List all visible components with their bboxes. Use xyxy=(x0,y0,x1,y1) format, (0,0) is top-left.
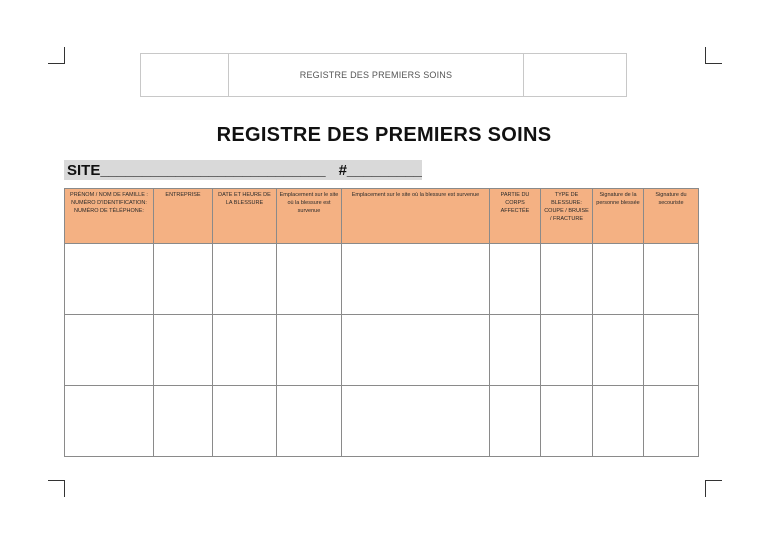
column-header-date-time xyxy=(213,189,277,244)
table-cell[interactable] xyxy=(490,386,541,457)
table-cell[interactable] xyxy=(644,315,699,386)
table-cell[interactable] xyxy=(541,244,593,315)
first-aid-register-table xyxy=(64,188,699,457)
column-header-company xyxy=(154,189,213,244)
page-title: REGISTRE DES PREMIERS SOINS xyxy=(216,124,552,146)
table-cell[interactable] xyxy=(593,244,644,315)
column-header-first-aider-signature xyxy=(644,189,699,244)
table-cell[interactable] xyxy=(65,244,154,315)
column-header-person xyxy=(65,189,154,244)
table-cell[interactable] xyxy=(342,386,490,457)
table-cell[interactable] xyxy=(154,244,213,315)
table-header-row xyxy=(65,189,699,244)
table-cell[interactable] xyxy=(644,386,699,457)
table-row xyxy=(65,315,699,386)
table-cell[interactable] xyxy=(593,386,644,457)
table-cell[interactable] xyxy=(342,244,490,315)
crop-mark-bottom-right xyxy=(705,480,722,497)
column-header-text: Signature de la personne blessée xyxy=(596,192,640,206)
table-cell[interactable] xyxy=(490,244,541,315)
column-header-text: TYPE DE BLESSURE: COUPE / BRUISE / FRACTURE xyxy=(544,192,589,222)
column-header-text: PRÉNOM / NOM DE FAMILLE : NUMÉRO D'IDENTIFICATION: NUMÉRO DE TÉLÉPHONE: xyxy=(70,192,148,214)
column-header-text: Emplacement sur le site où la blessure est survenue xyxy=(279,192,339,214)
table-cell[interactable] xyxy=(541,386,593,457)
table-cell[interactable] xyxy=(277,244,342,315)
site-field[interactable]: SITE___________________________ xyxy=(67,161,326,179)
crop-mark-top-right xyxy=(705,47,722,64)
table-cell[interactable] xyxy=(154,315,213,386)
table-cell[interactable] xyxy=(65,315,154,386)
column-header-injury-type xyxy=(541,189,593,244)
table-cell[interactable] xyxy=(213,244,277,315)
table-cell[interactable] xyxy=(541,315,593,386)
number-field[interactable]: #_________ xyxy=(338,161,422,179)
table-cell[interactable] xyxy=(342,315,490,386)
table-row xyxy=(65,244,699,315)
header-left-cell xyxy=(141,54,229,96)
table-cell[interactable] xyxy=(490,315,541,386)
table-cell[interactable] xyxy=(644,244,699,315)
crop-mark-bottom-left xyxy=(48,480,65,497)
column-header-body-part xyxy=(490,189,541,244)
column-header-text: Emplacement sur le site où la blessure est survenue xyxy=(351,192,480,198)
crop-mark-top-left xyxy=(48,47,65,64)
column-header-text: PARTIE DU CORPS AFFECTÉE xyxy=(500,192,530,214)
column-header-text: Signature du secouriste xyxy=(655,192,687,206)
table-cell[interactable] xyxy=(154,386,213,457)
column-header-text: ENTREPRISE xyxy=(165,192,201,198)
table-cell[interactable] xyxy=(213,315,277,386)
header-right-cell xyxy=(523,54,626,96)
column-header-location-2 xyxy=(342,189,490,244)
column-header-text: DATE ET HEURE DE LA BLESSURE xyxy=(218,192,271,206)
table-cell[interactable] xyxy=(593,315,644,386)
table-cell[interactable] xyxy=(213,386,277,457)
table-cell[interactable] xyxy=(277,386,342,457)
table-cell[interactable] xyxy=(65,386,154,457)
column-header-injured-signature xyxy=(593,189,644,244)
header-label: REGISTRE DES PREMIERS SOINS xyxy=(299,70,453,80)
table-row xyxy=(65,386,699,457)
site-line xyxy=(64,160,422,180)
column-header-location-1 xyxy=(277,189,342,244)
table-cell[interactable] xyxy=(277,315,342,386)
document-header xyxy=(140,53,627,97)
